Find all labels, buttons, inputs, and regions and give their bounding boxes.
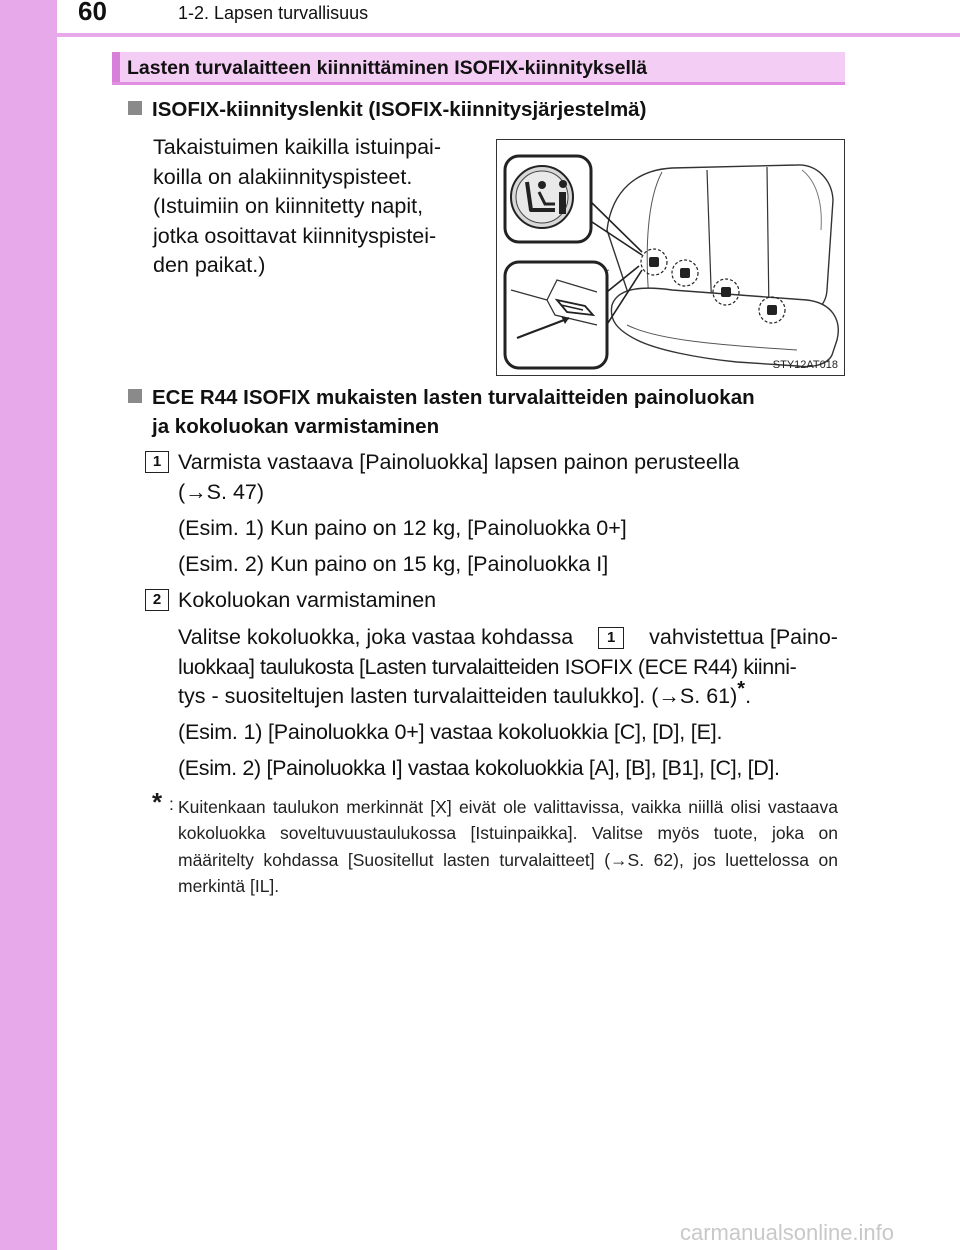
running-head: 1-2. Lapsen turvallisuus xyxy=(178,3,369,23)
step-number-1: 1 xyxy=(145,451,169,473)
page-number: 60 xyxy=(78,0,107,26)
step2-example-1: (Esim. 1) [Painoluokka 0+] vastaa kokoluokkia [C], [D], [E]. xyxy=(178,720,723,744)
ece-heading: ECE R44 ISOFIX mukaisten lasten turvalaitteiden painoluokan ja kokoluokan varmistaminen xyxy=(128,383,838,441)
child-seat-symbol-icon xyxy=(511,166,573,228)
footnote-star: * xyxy=(152,787,163,817)
inline-step-reference: 1 xyxy=(598,627,624,649)
heading-bullet-icon xyxy=(128,101,142,115)
step1-text: Varmista vastaava [Painoluokka] lapsen painon perusteella (→S. 47) xyxy=(178,450,740,504)
step1-example-1: (Esim. 1) Kun paino on 12 kg, [Painoluokka 0+] xyxy=(178,516,627,540)
heading-bullet-icon xyxy=(128,389,142,403)
step2-title: Kokoluokan varmistaminen xyxy=(178,588,437,612)
footnote-text: Kuitenkaan taulukon merkinnät [X] eivät ole valittavissa, vaikka niillä olisi vastaava kokoluokka soveltuvuustaulukossa [Istuinpaikka]. Valitse myös tuote, joka on määritelty kohdassa [Suositellut lasten turvalaitteet] (→S. 62), jos luettelossa on merkintä [IL]. xyxy=(178,797,838,897)
footnote-colon: : xyxy=(169,794,174,814)
section-bar-accent xyxy=(112,52,120,82)
section-title: Lasten turvalaitteen kiinnittäminen ISOFIX-kiinnityksellä xyxy=(127,57,648,79)
step-number-2: 2 xyxy=(145,589,169,611)
step1-example-2: (Esim. 2) Kun paino on 15 kg, [Painoluokka I] xyxy=(178,552,609,576)
left-margin-band xyxy=(0,0,57,1250)
rear-seat-drawing xyxy=(497,140,844,375)
isofix-illustration xyxy=(496,139,845,376)
step2-text: Valitse kokoluokka, joka vastaa kohdassa 1 vahvistettua [Paino- luokkaa] taulukosta [Lasten turvalaitteiden ISOFIX (ECE R44) kiinni- tys - suositeltujen lasten turvalaitteiden taulukko]. (→S. 61)*. xyxy=(178,625,838,709)
header-rule xyxy=(0,33,960,37)
isofix-description: Takaistuimen kaikilla istuinpai- koilla on alakiinnityspisteet. (Istuimiin on kiinnitetty napit, jotka osoittavat kiinnityspistei- den paikat.) xyxy=(153,135,441,278)
isofix-heading: ISOFIX-kiinnityslenkit (ISOFIX-kiinnitysjärjestelmä) xyxy=(128,95,646,124)
watermark: carmanualsonline.info xyxy=(680,1220,895,1245)
footnote-marker: * xyxy=(737,678,746,701)
step2-example-2: (Esim. 2) [Painoluokka I] vastaa kokoluokkia [A], [B], [B1], [C], [D]. xyxy=(178,756,780,780)
figure-code: STY12AT018 xyxy=(772,359,838,371)
